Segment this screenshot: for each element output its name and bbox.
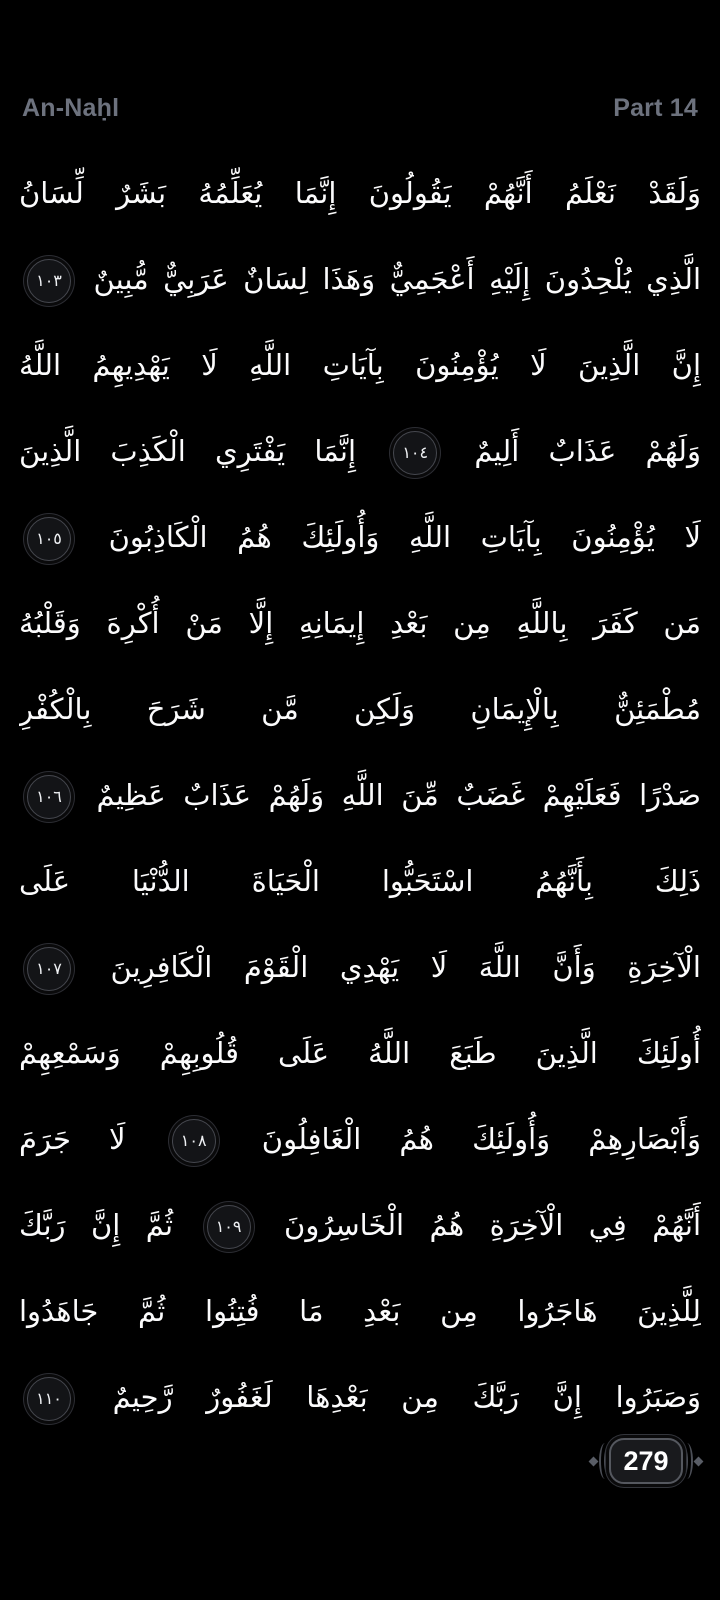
verse-text: أَنَّهُمْ فِي الْآخِرَةِ هُمُ الْخَاسِرُونَ [284,1208,701,1242]
verse-text: وَأَبْصَارِهِمْ وَأُولَئِكَ هُمُ الْغَافِلُونَ [261,1122,701,1156]
quran-line[interactable] [19,1354,701,1440]
verse-text: أُولَئِكَ الَّذِينَ طَبَعَ اللَّهُ عَلَى قُلُوبِهِمْ وَسَمْعِهِمْ [19,1036,701,1070]
verse-text: وَلَهُمْ عَذَابٌ أَلِيمٌ [474,434,701,468]
quran-line[interactable] [19,838,701,924]
reader-header [0,94,720,123]
verse-text: لِلَّذِينَ هَاجَرُوا مِن بَعْدِ مَا فُتِنُوا ثُمَّ جَاهَدُوا [19,1294,701,1328]
quran-line[interactable] [19,580,701,666]
ayah-end-marker: ١١٠ [27,1377,71,1421]
page-number-badge[interactable] [588,1438,704,1484]
quran-line[interactable] [19,236,701,322]
verse-text: إِنَّ الَّذِينَ لَا يُؤْمِنُونَ بِآيَاتِ اللَّهِ لَا يَهْدِيهِمُ اللَّهُ [19,348,701,382]
quran-line[interactable] [19,1268,701,1354]
ayah-end-marker: ١٠٨ [172,1119,216,1163]
verse-text: وَصَبَرُوا إِنَّ رَبَّكَ مِن بَعْدِهَا لَغَفُورٌ رَّحِيمٌ [112,1380,701,1414]
badge-right-ornament-icon [683,1439,704,1483]
quran-line[interactable] [19,924,701,1010]
verse-text: وَلَقَدْ نَعْلَمُ أَنَّهُمْ يَقُولُونَ إِنَّمَا يُعَلِّمُهُ بَشَرٌ لِّسَانُ [19,176,701,210]
quran-line[interactable] [19,752,701,838]
quran-line[interactable] [19,408,701,494]
verse-text: الَّذِي يُلْحِدُونَ إِلَيْهِ أَعْجَمِيٌّ وَهَذَا لِسَانٌ عَرَبِيٌّ مُّبِينٌ [93,262,701,296]
ayah-end-marker: ١٠٤ [393,431,437,475]
quran-line[interactable] [19,494,701,580]
badge-left-ornament-icon [588,1439,609,1483]
surah-name-label: An-Naḥl [22,94,120,122]
page-number-value: 279 [609,1438,683,1484]
verse-text: ذَلِكَ بِأَنَّهُمُ اسْتَحَبُّوا الْحَيَاةَ الدُّنْيَا عَلَى [19,864,701,898]
verse-text: الْآخِرَةِ وَأَنَّ اللَّهَ لَا يَهْدِي الْقَوْمَ الْكَافِرِينَ [110,950,701,984]
verse-text: ثُمَّ إِنَّ رَبَّكَ [19,1208,174,1242]
verse-text: إِنَّمَا يَفْتَرِي الْكَذِبَ الَّذِينَ [19,434,357,468]
part-number-label: Part 14 [613,94,698,122]
verse-text: مُطْمَئِنٌّ بِالْإِيمَانِ وَلَكِن مَّن شَرَحَ بِالْكُفْرِ [19,692,701,726]
ayah-end-marker: ١٠٣ [27,259,71,303]
quran-line[interactable] [19,1010,701,1096]
verse-text: لَا جَرَمَ [19,1122,126,1156]
quran-line[interactable] [19,1096,701,1182]
verse-text: مَن كَفَرَ بِاللَّهِ مِن بَعْدِ إِيمَانِهِ إِلَّا مَنْ أُكْرِهَ وَقَلْبُهُ [19,606,701,640]
quran-lines [19,150,701,1440]
ayah-end-marker: ١٠٩ [207,1205,251,1249]
verse-text: صَدْرًا فَعَلَيْهِمْ غَضَبٌ مِّنَ اللَّهِ وَلَهُمْ عَذَابٌ عَظِيمٌ [96,778,701,812]
ayah-end-marker: ١٠٧ [27,947,71,991]
quran-line[interactable] [19,322,701,408]
ayah-end-marker: ١٠٦ [27,775,71,819]
quran-line[interactable] [19,150,701,236]
quran-line[interactable] [19,1182,701,1268]
ayah-end-marker: ١٠٥ [27,517,71,561]
mushaf-page[interactable] [0,150,720,1440]
quran-line[interactable] [19,666,701,752]
verse-text: لَا يُؤْمِنُونَ بِآيَاتِ اللَّهِ وَأُولَئِكَ هُمُ الْكَاذِبُونَ [108,520,701,554]
